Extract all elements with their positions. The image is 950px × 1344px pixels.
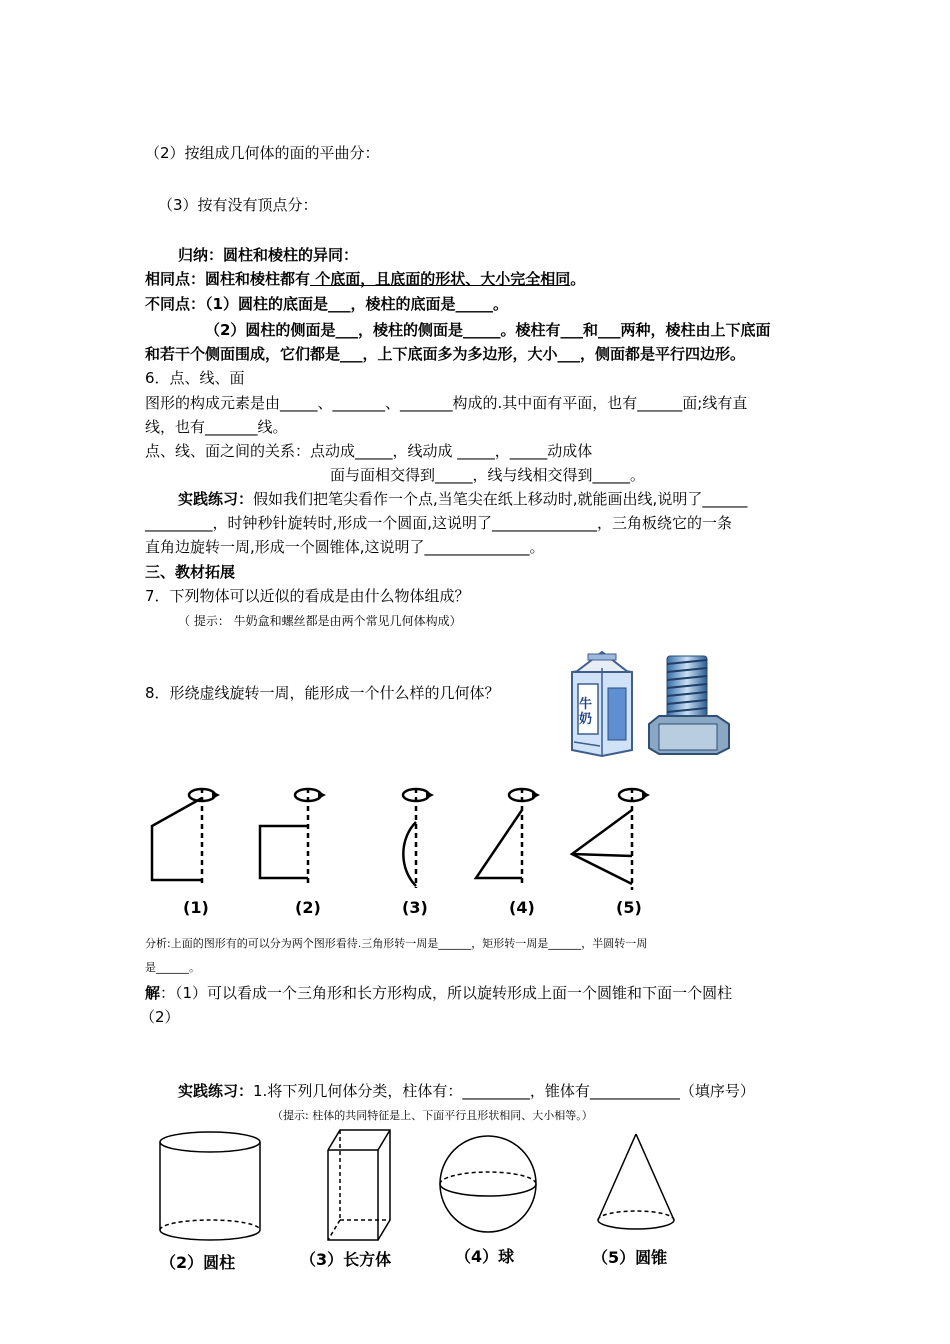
solid-label-sphere: （4）球 <box>455 1247 515 1266</box>
milk-label: 牛奶 <box>579 697 593 727</box>
section-3-title: 三、教材拓展 <box>145 563 236 581</box>
line-vertex-classification: （3）按有没有顶点分： <box>158 196 318 214</box>
difference-line-1: 不同点：（1）圆柱的底面是___，棱柱的底面是_____。 <box>145 295 508 313</box>
rotation-label-1: (1) <box>183 898 209 917</box>
analysis-line-2: 是______。 <box>145 961 200 974</box>
difference-line-3: 和若干个侧面围成，它们都是___，上下底面多为多边形，大小___，侧面都是平行四边形。 <box>145 345 746 363</box>
solid-figures <box>150 1122 690 1262</box>
section-6-title: 6．点、线、面 <box>145 369 245 387</box>
practice-line-3: 直角边旋转一周,形成一个圆锥体,这说明了______________。 <box>145 538 545 556</box>
relation-line-1: 点、线、面之间的关系：点动成_____，线动成 _____，_____动成体 <box>145 442 593 460</box>
hint-7: （ 提示： 牛奶盒和螺丝都是由两个常见几何体构成） <box>178 614 462 628</box>
elements-line-1: 图形的构成元素是由_____、_______、_______构成的.其中面有平面，也有______面;线有直 <box>145 394 748 412</box>
analysis-line-1: 分析:上面的图形有的可以分为两个图形看待.三角形转一周是______，矩形转一周是______，半圆转一周 <box>145 937 648 950</box>
line-face-classification: （2）按组成几何体的面的平曲分： <box>145 144 380 162</box>
similarity-line: 相同点：圆柱和棱柱都有 个底面，且底面的形状、大小完全相同。 <box>145 270 586 288</box>
solid-label-cylinder: （2）圆柱 <box>160 1253 236 1272</box>
solid-label-cone: （5）圆锥 <box>592 1248 668 1267</box>
solution-line: 解：（1）可以看成一个三角形和长方形构成，所以旋转形成上面一个圆锥和下面一个圆柱 <box>145 984 733 1002</box>
relation-line-2: 面与面相交得到_____，线与线相交得到_____。 <box>330 466 646 484</box>
solid-label-cuboid: （3）长方体 <box>300 1250 392 1269</box>
classify-hint: （提示: 柱体的共同特征是上、下面平行且形状相同、大小相等。） <box>272 1109 593 1122</box>
solution-line-2: （2） <box>140 1008 180 1026</box>
practice-line-2: _________，时钟秒针旋转时,形成一个圆面,这说明了______________，三角板绕它的一条 <box>145 514 733 532</box>
milk-carton-icon <box>566 650 638 758</box>
rotation-label-3: (3) <box>402 898 428 917</box>
bolt-icon <box>645 652 733 756</box>
summary-heading: 归纳：圆柱和棱柱的异同： <box>178 246 359 264</box>
question-8: 8．形绕虚线旋转一周，能形成一个什么样的几何体？ <box>145 684 500 702</box>
difference-line-2: （2）圆柱的侧面是___，棱柱的侧面是_____。棱柱有___和___两种，棱柱由上下底面 <box>205 321 771 339</box>
rotation-label-5: (5) <box>616 898 642 917</box>
elements-line-2: 线，也有_______线。 <box>145 418 288 436</box>
rotation-label-4: (4) <box>509 898 535 917</box>
rotation-label-2: (2) <box>295 898 321 917</box>
practice-classify-line: 实践练习：1.将下列几何体分类，柱体有：_________，锥体有____________（填序号） <box>178 1082 755 1100</box>
question-7: 7．下列物体可以近似的看成是由什么物体组成？ <box>145 587 470 605</box>
practice-line-1: 实践练习：假如我们把笔尖看作一个点,当笔尖在纸上移动时,就能画出线,说明了______ <box>178 490 748 508</box>
